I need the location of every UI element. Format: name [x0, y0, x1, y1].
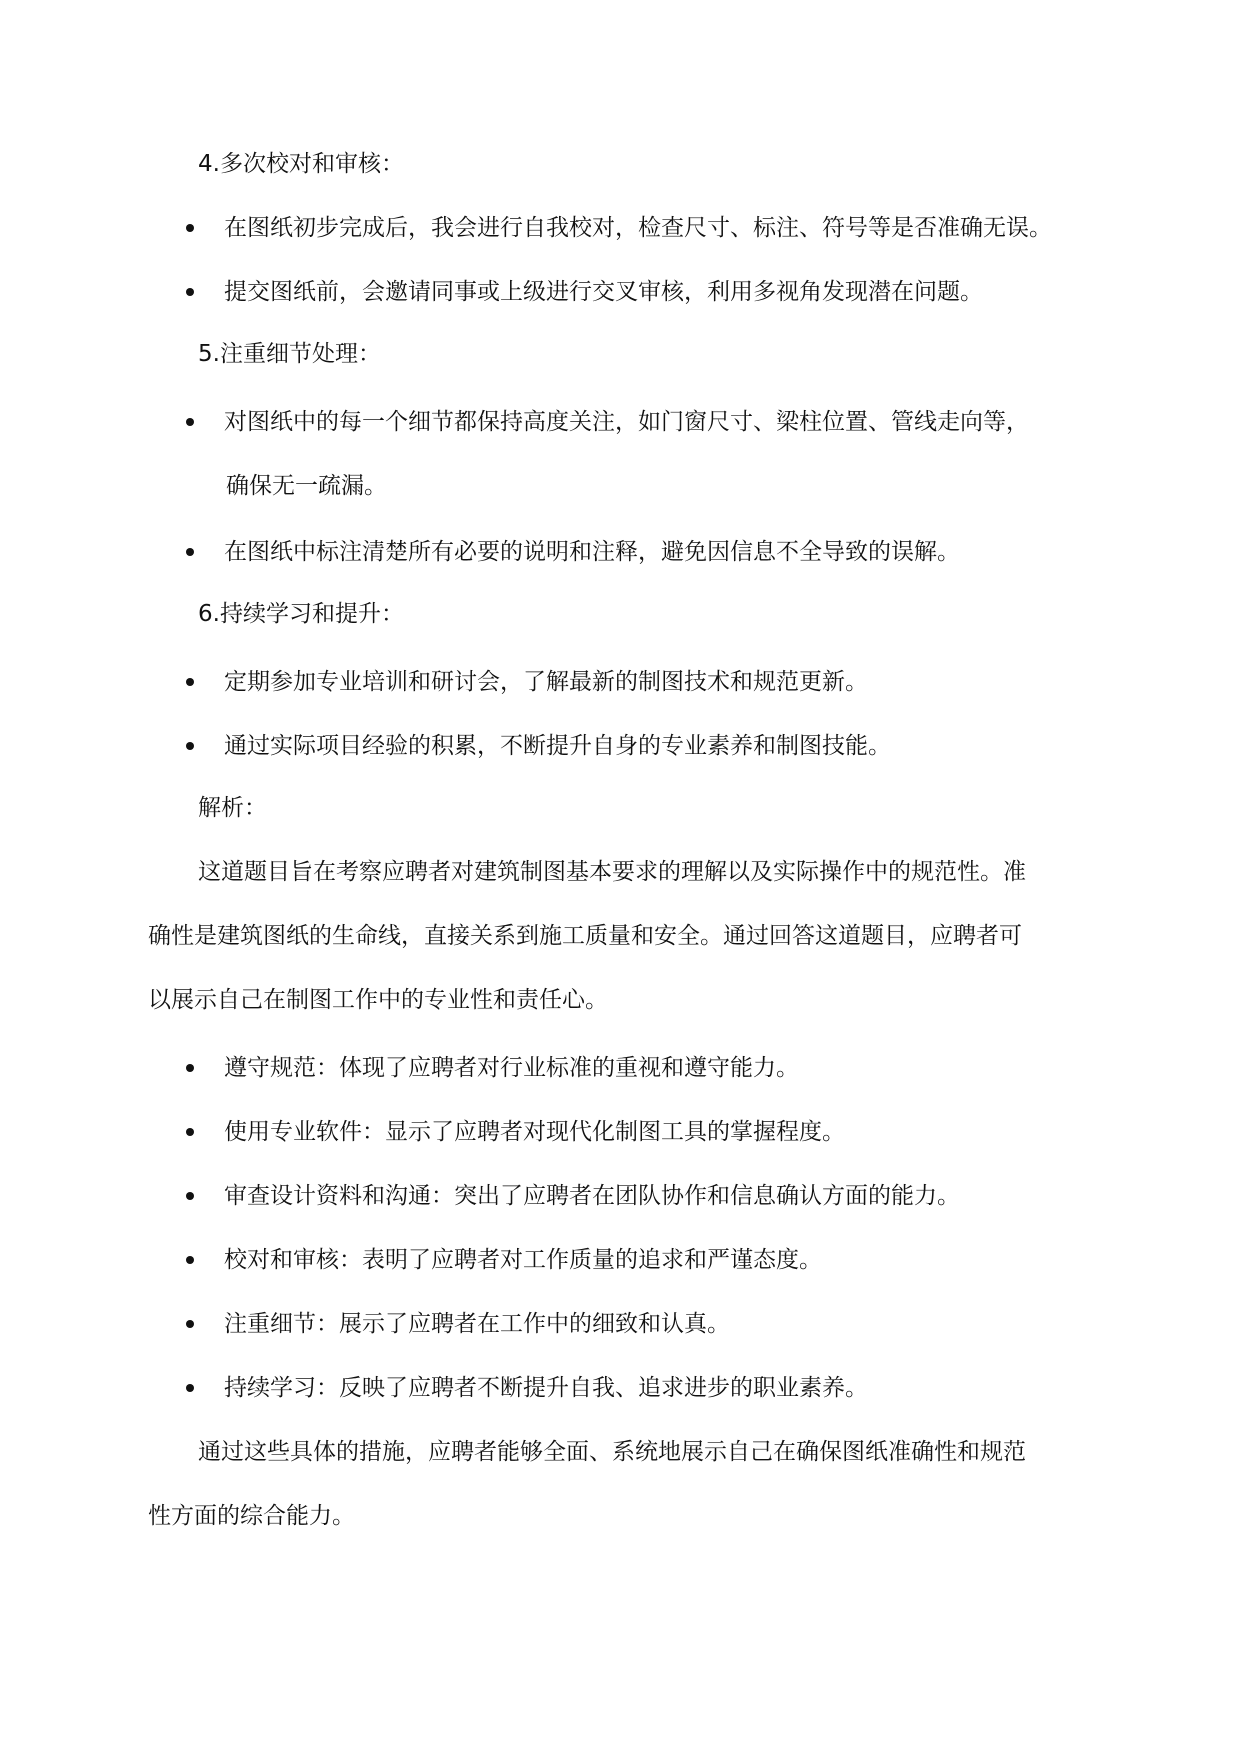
bullet-dot	[186, 742, 194, 750]
conclusion-paragraph-line: 通过这些具体的措施，应聘者能够全面、系统地展示自己在确保图纸准确性和规范	[198, 1439, 1026, 1465]
list-item: 定期参加专业培训和研讨会，了解最新的制图技术和规范更新。	[224, 669, 868, 695]
bullet-dot	[186, 1384, 194, 1392]
bullet-dot	[186, 1064, 194, 1072]
analysis-paragraph-line: 这道题目旨在考察应聘者对建筑制图基本要求的理解以及实际操作中的规范性。准	[198, 859, 1026, 885]
list-item: 在图纸中标注清楚所有必要的说明和注释，避免因信息不全导致的误解。	[224, 539, 960, 565]
bullet-dot	[186, 1256, 194, 1264]
list-item: 通过实际项目经验的积累，不断提升自身的专业素养和制图技能。	[224, 733, 891, 759]
bullet-dot	[186, 224, 194, 232]
list-item-continuation: 确保无一疏漏。	[226, 473, 387, 499]
analysis-label: 解析：	[198, 795, 267, 821]
bullet-dot	[186, 678, 194, 686]
bullet-dot	[186, 548, 194, 556]
list-item: 注重细节：展示了应聘者在工作中的细致和认真。	[224, 1311, 730, 1337]
bullet-dot	[186, 418, 194, 426]
list-item: 审查设计资料和沟通：突出了应聘者在团队协作和信息确认方面的能力。	[224, 1183, 960, 1209]
analysis-paragraph-line: 确性是建筑图纸的生命线，直接关系到施工质量和安全。通过回答这道题目，应聘者可	[148, 923, 1022, 949]
bullet-dot	[186, 1192, 194, 1200]
list-item: 持续学习：反映了应聘者不断提升自我、追求进步的职业素养。	[224, 1375, 868, 1401]
conclusion-paragraph-line: 性方面的综合能力。	[148, 1503, 355, 1529]
list-item: 在图纸初步完成后，我会进行自我校对，检查尺寸、标注、符号等是否准确无误。	[224, 215, 1052, 241]
section-heading-4: 4.多次校对和审核：	[198, 151, 404, 177]
bullet-dot	[186, 288, 194, 296]
list-item: 校对和审核：表明了应聘者对工作质量的追求和严谨态度。	[224, 1247, 822, 1273]
list-item: 对图纸中的每一个细节都保持高度关注，如门窗尺寸、梁柱位置、管线走向等，	[224, 409, 1029, 435]
section-heading-5: 5.注重细节处理：	[198, 341, 381, 367]
section-heading-6: 6.持续学习和提升：	[198, 601, 404, 627]
list-item: 提交图纸前，会邀请同事或上级进行交叉审核，利用多视角发现潜在问题。	[224, 279, 983, 305]
list-item: 使用专业软件：显示了应聘者对现代化制图工具的掌握程度。	[224, 1119, 845, 1145]
analysis-paragraph-line: 以展示自己在制图工作中的专业性和责任心。	[148, 987, 608, 1013]
list-item: 遵守规范：体现了应聘者对行业标准的重视和遵守能力。	[224, 1055, 799, 1081]
bullet-dot	[186, 1128, 194, 1136]
bullet-dot	[186, 1320, 194, 1328]
